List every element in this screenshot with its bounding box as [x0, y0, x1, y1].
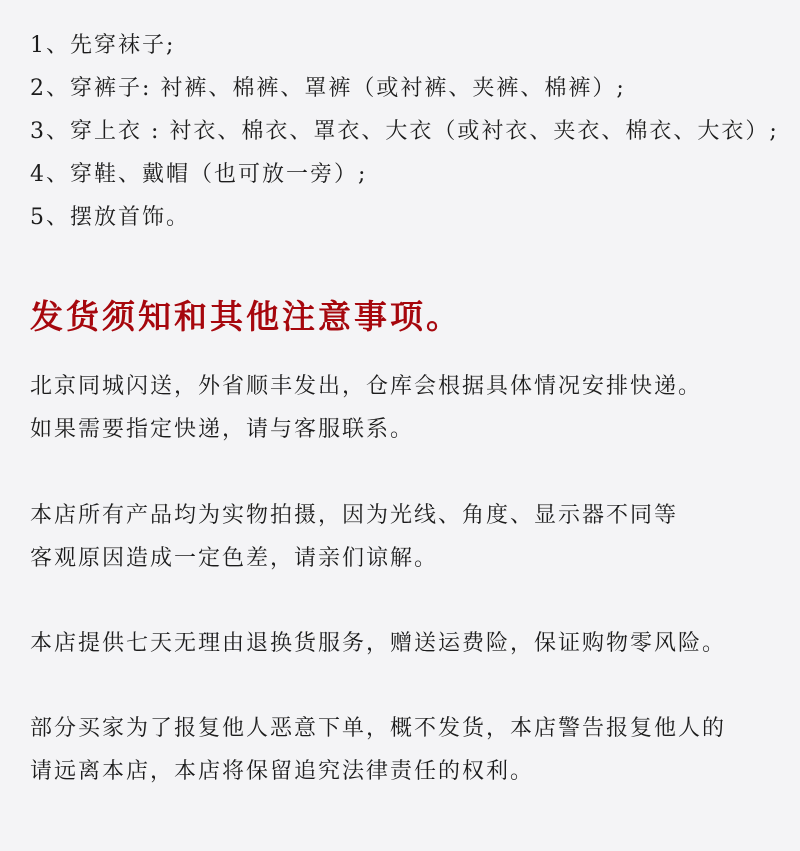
- color-difference-paragraph: [30, 494, 790, 580]
- paragraph-line: 本店所有产品均为实物拍摄，因为光线、角度、显示器不同等: [30, 503, 679, 528]
- paragraph-line: 请远离本店，本店将保留追究法律责任的权利。: [30, 759, 535, 784]
- step-item: 5、摆放首饰。: [30, 205, 190, 230]
- step-item: 1、先穿袜子;: [30, 33, 176, 58]
- shipping-paragraph: [30, 365, 790, 451]
- step-item: 2、穿裤子: 衬裤、棉裤、罩裤（或衬裤、夹裤、棉裤）;: [30, 76, 626, 101]
- shipping-notice-heading: 发货须知和其他注意事项。: [30, 297, 462, 336]
- paragraph-line: 本店提供七天无理由退换货服务，赠送运费险，保证购物零风险。: [30, 631, 727, 656]
- warning-paragraph: [30, 707, 790, 793]
- paragraph-line: 客观原因造成一定色差，请亲们谅解。: [30, 546, 439, 571]
- paragraph-line: 北京同城闪送，外省顺丰发出，仓库会根据具体情况安排快递。: [30, 374, 703, 399]
- paragraph-line: 部分买家为了报复他人恶意下单，概不发货，本店警告报复他人的: [30, 716, 727, 741]
- dressing-steps-list: [30, 24, 790, 239]
- step-item: 3、穿上衣 : 衬衣、棉衣、罩衣、大衣（或衬衣、夹衣、棉衣、大衣）;: [30, 119, 779, 144]
- step-item: 4、穿鞋、戴帽（也可放一旁）;: [30, 162, 368, 187]
- paragraph-line: 如果需要指定快递，请与客服联系。: [30, 417, 415, 442]
- return-policy-paragraph: [30, 622, 790, 665]
